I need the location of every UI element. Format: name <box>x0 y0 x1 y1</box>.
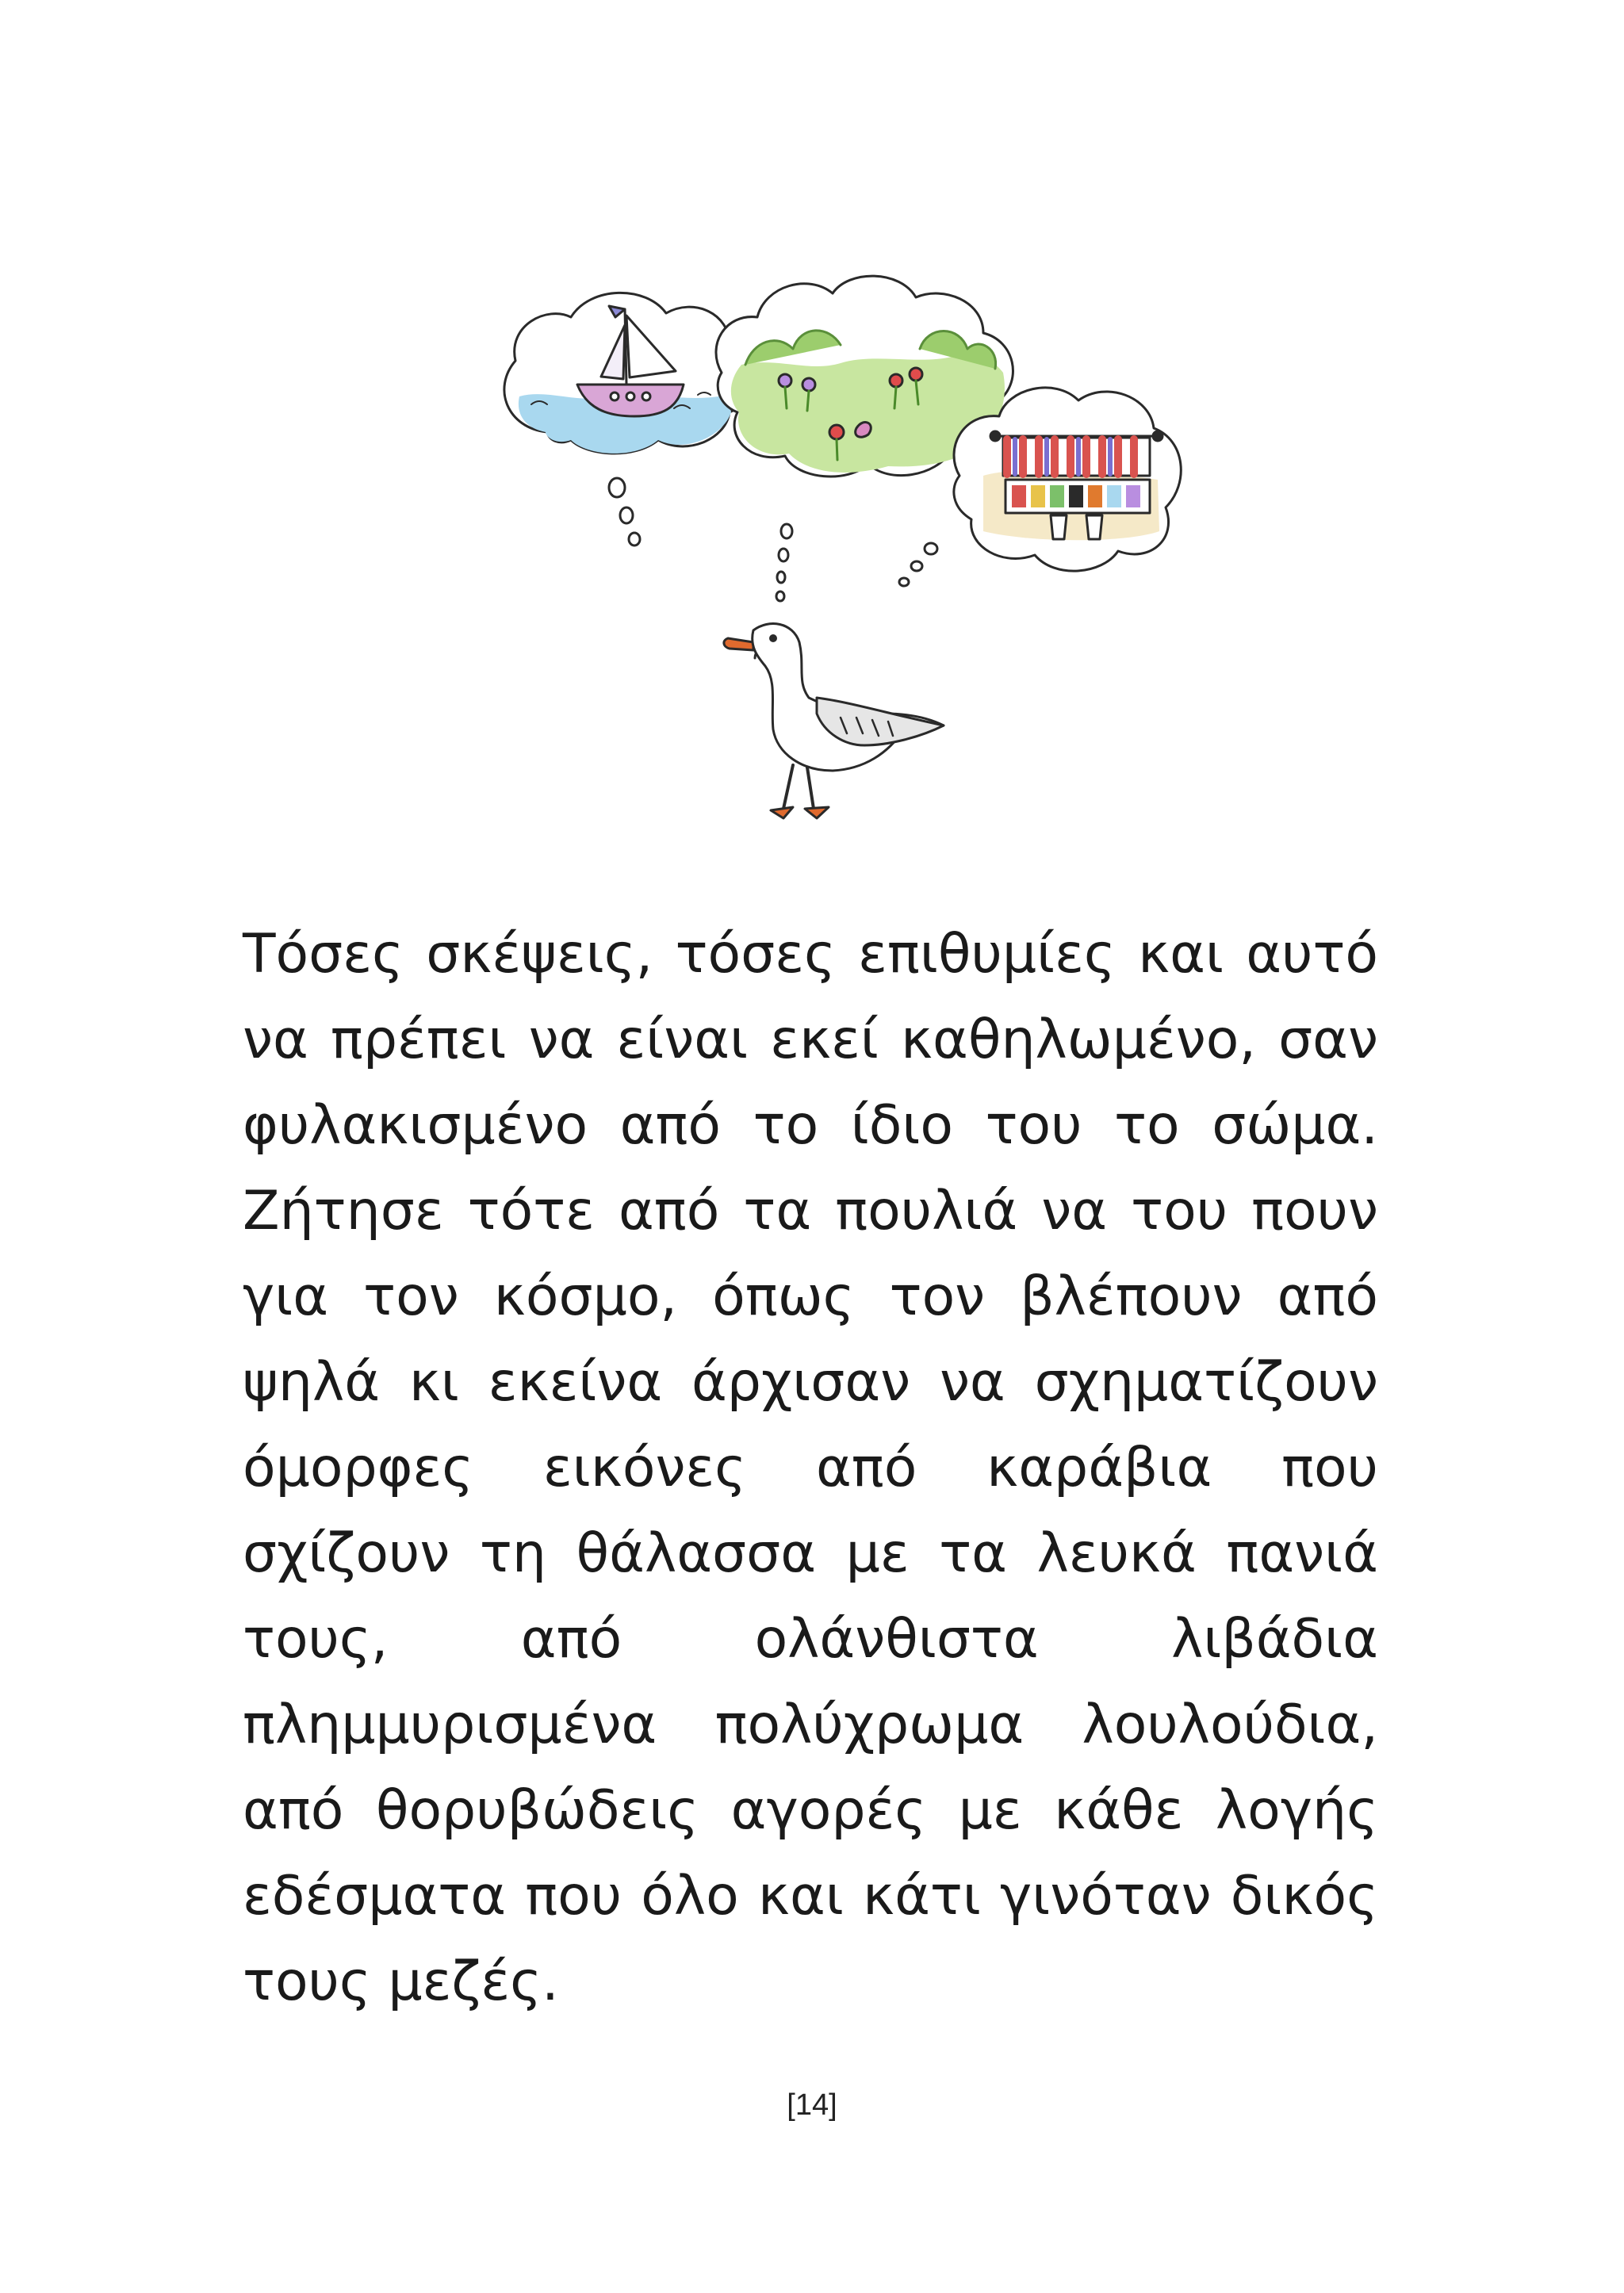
sailboat-thought-cloud <box>504 293 750 545</box>
seagull-icon <box>724 624 944 818</box>
illustration <box>476 270 1205 840</box>
story-paragraph: Τόσες σκέψεις, τόσες επιθυμίες και αυτό να πρέπει να είναι εκεί καθηλωμένο, σαν φυλακισμένο από το ίδιο του το σώμα. Ζήτησε τότε από τα πουλιά να του πουν για τον κόσμο, όπως τον βλέπουν από ψηλά κι εκείνα άρχισαν να σχηματίζουν όμορφες εικόνες από καράβια που σχίζουν τη θάλασσα με τα λευκά πανιά τους, από ολάνθιστα λιβάδια πλημμυρισμένα πολύχρωμα λουλούδια, από θορυβώδεις αγορές με κάθε λογής εδέσματα που όλο και κάτι γινόταν δικός τους μεζές. <box>243 923 1378 2013</box>
page-number: [14] <box>787 2088 837 2122</box>
